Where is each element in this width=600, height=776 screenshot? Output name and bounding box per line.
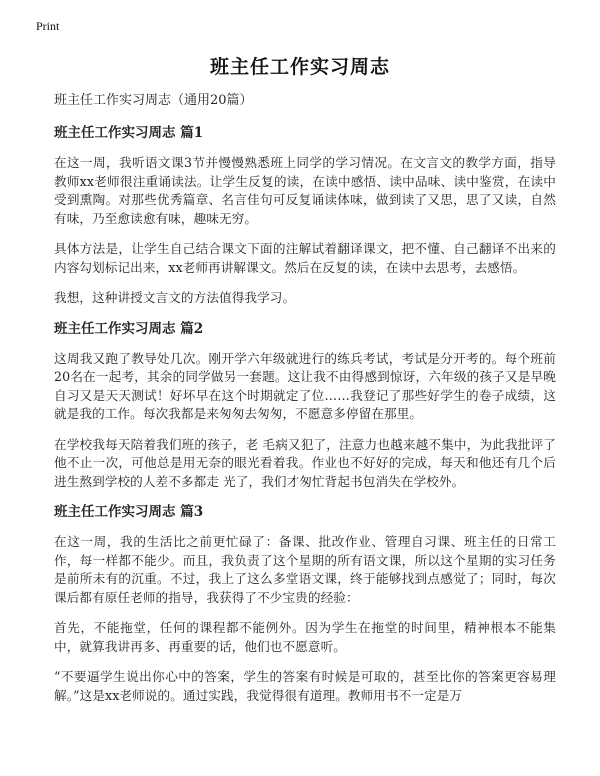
page-title: 班主任工作实习周志	[209, 56, 390, 78]
paragraph: 在学校我每天陪着我们班的孩子，老 毛病又犯了，注意力也越来越不集中，为此我批评了他不止一次，可他总是用无奈的眼光看着我。作业也不好好的完成，每天和他还有几个后进生熬到学校的人差不多都走 光了，我们才匆忙背起书包消失在学校外。	[54, 436, 556, 489]
paragraph: “不要逼学生说出你心中的答案，学生的答案有时候是可取的，甚至比你的答案更容易理解。”这是xx老师说的。通过实践，我觉得很有道理。教师用书不一定是万	[54, 669, 556, 703]
paragraph: 我想，这种讲授文言文的方法值得我学习。	[54, 290, 296, 305]
section-heading: 班主任工作实习周志 篇1	[54, 125, 204, 141]
section-2	[54, 320, 556, 492]
paragraph: 在这一周，我听语文课3节并慢慢熟悉班上同学的学习情况。在文言文的教学方面，指导教师xx老师很注重诵读法。让学生反复的读，在读中感悟、读中品味、读中鉴赏，在读中受到熏陶。对那些优秀篇章、名言佳句可反复诵读体味，做到读了又思，思了又读，自然有味，乃至愈读愈有味，趣味无穷。	[54, 155, 556, 226]
paragraph: 这周我又跑了教导处几次。刚开学六年级就进行的练兵考试，考试是分开考的。每个班前20名在一起考，其余的同学做另一套题。这让我不由得感到惊讶，六年级的孩子又是早晚自习又是天天测试！好坏早在这个时期就定了位……我登记了那些好学生的卷子成绩，这就是我的工作。每次我都是来匆匆去匆匆，不愿意多停留在那里。	[54, 350, 556, 421]
document-subtitle: 班主任工作实习周志（通用20篇）	[54, 93, 253, 108]
paragraph: 具体方法是，让学生自己结合课文下面的注解试着翻译课文，把不懂、自己翻译不出来的内容勾划标记出来，xx老师再讲解课文。然后在反复的读，在读中去思考，去感悟。	[54, 241, 556, 275]
section-1	[54, 124, 556, 308]
paragraph: 首先，不能拖堂，任何的课程都不能例外。因为学生在拖堂的时间里，精神根本不能集中，就算我讲再多、再重要的话，他们也不愿意听。	[54, 620, 556, 654]
section-3	[54, 503, 556, 705]
section-heading: 班主任工作实习周志 篇3	[54, 504, 204, 520]
section-heading: 班主任工作实习周志 篇2	[54, 320, 204, 337]
document-body	[54, 92, 556, 717]
paragraph: 在这一周，我的生活比之前更忙碌了：备课、批改作业、管理自习课、班主任的日常工作，每一样都不能少。而且，我负责了这个星期的所有语文课，所以这个星期的实习任务是前所未有的沉重。不过，我上了这么多堂语文课，终于能够找到点感觉了；同时，每次课后都有原任老师的指导，我获得了不少宝贵的经验：	[54, 534, 556, 605]
print-link[interactable]: Print	[36, 19, 60, 33]
